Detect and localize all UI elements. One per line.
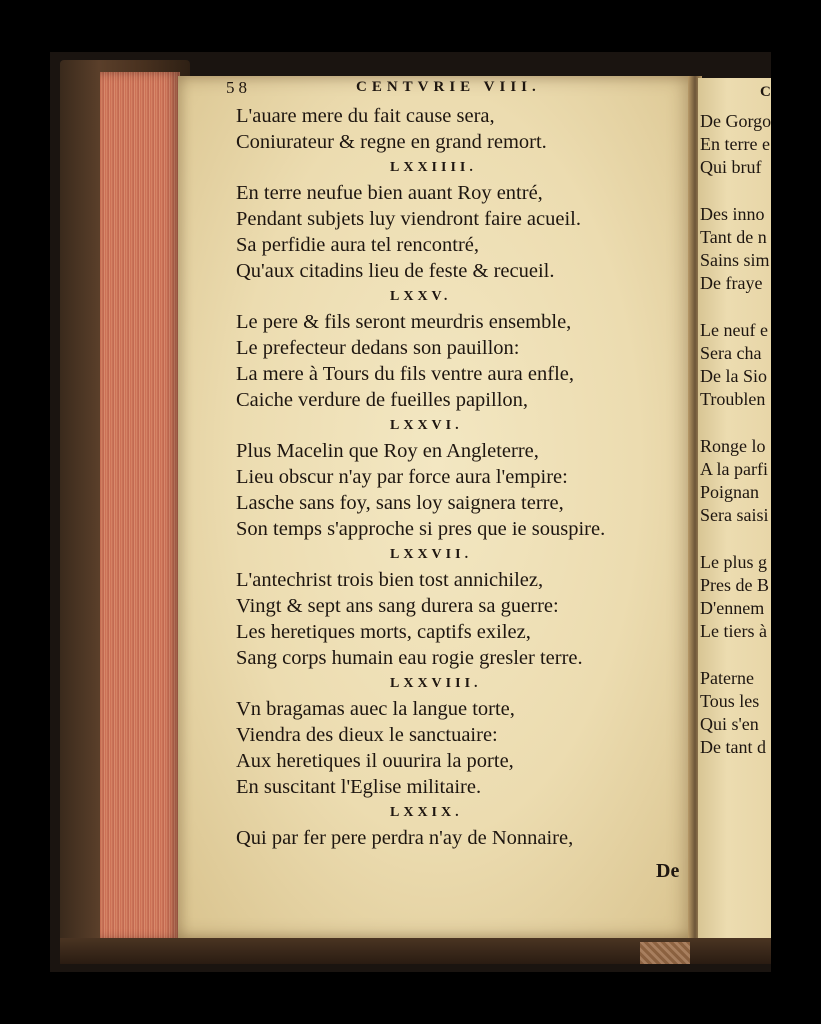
verse-line: En suscitant l'Eglise militaire. [236,775,482,798]
right-verse-line: Des inno [700,203,765,224]
verse-line: Le prefecteur dedans son pauillon: [236,337,520,360]
verse-line: Qu'aux citadins lieu de feste & recueil. [236,259,555,282]
right-verse-line: Ronge lo [700,435,766,456]
right-verse-line: A la parfi [700,459,768,479]
ribbon-bookmark [640,942,690,964]
right-verse-line: Sera cha [700,343,762,363]
verse-line: En terre neufue bien auant Roy entré, [236,182,543,205]
right-verse-line: Paterne [700,667,754,688]
page-header [226,78,686,100]
right-verse-line: Le tiers à [700,621,767,642]
page-block-edge [100,72,180,940]
quatrain-number: LXXV. [390,288,452,304]
verse-line: L'auare mere du fait cause sera, [236,105,495,127]
verse-line: Sang corps humain eau rogie gresler terre. [236,646,583,669]
verse-line: L'antechrist trois bien tost annichilez, [236,569,544,592]
right-verse-line: Le plus g [700,551,767,572]
quatrain-number: LXXVII. [390,546,473,562]
verse-line: Viendra des dieux le sanctuaire: [236,724,498,747]
verse-line: Vingt & sept ans sang durera sa guerre: [236,595,559,618]
right-verse-line: De Gorgo [700,111,772,131]
verse-line: Lasche sans foy, sans loy saignera terre, [236,492,564,514]
right-verse-line: Qui bruf [700,157,762,178]
page-number: 58 [226,78,251,97]
right-verse-line: En terre e [700,134,770,155]
verse-line: Son temps s'approche si pres que ie souspire. [236,517,606,540]
right-verse-line: Qui s'en [700,714,759,735]
right-verse-line: Tant de n [700,227,767,247]
right-verse-line: De la Sio [700,366,767,387]
verse-line: Sa perfidie aura tel rencontré, [236,234,480,256]
verse-line: Qui par fer pere perdra n'ay de Nonnaire, [236,827,574,850]
quatrain-number: LXXIX. [390,804,463,820]
verse-line: Le pere & fils seront meurdris ensemble, [236,311,572,334]
catchword: De [656,860,680,882]
verse-line: Pendant subjets luy viendront faire acueil. [236,208,581,231]
verse-line: Caiche verdure de fueilles papillon, [236,388,529,411]
verse-line: Plus Macelin que Roy en Angleterre, [236,440,539,463]
verse-line: Coniurateur & regne en grand remort. [236,130,547,153]
quatrain-number: LXXVIII. [390,675,482,691]
running-head: CENTVRIE VIII. [356,79,541,95]
verse-line: Lieu obscur n'ay par force aura l'empire: [236,466,568,489]
right-verse-line: Le neuf e [700,319,768,340]
right-verse-line: De tant d [700,737,766,758]
right-verse-line: D'ennem [700,598,765,619]
verse-line: Vn bragamas auec la langue torte, [236,698,515,721]
verse-line: La mere à Tours du fils ventre aura enfle, [236,363,574,385]
quatrain-number: LXXIIII. [390,159,477,175]
right-verse-line: Sera saisi [700,505,769,526]
right-verse-line: De fraye [700,273,763,294]
right-running-head: C [760,84,771,100]
right-verse-line: Pres de B [700,575,769,595]
right-verse-line: Sains sim [700,250,770,271]
right-verse-line: Troublen [700,389,766,410]
right-verse-line: Tous les [700,691,760,711]
quatrain-number: LXXVI. [390,417,463,433]
verse-line: Les heretiques morts, captifs exilez, [236,621,531,643]
verse-line: Aux heretiques il ouurira la porte, [236,750,514,772]
right-verse-line: Poignan [700,482,760,503]
